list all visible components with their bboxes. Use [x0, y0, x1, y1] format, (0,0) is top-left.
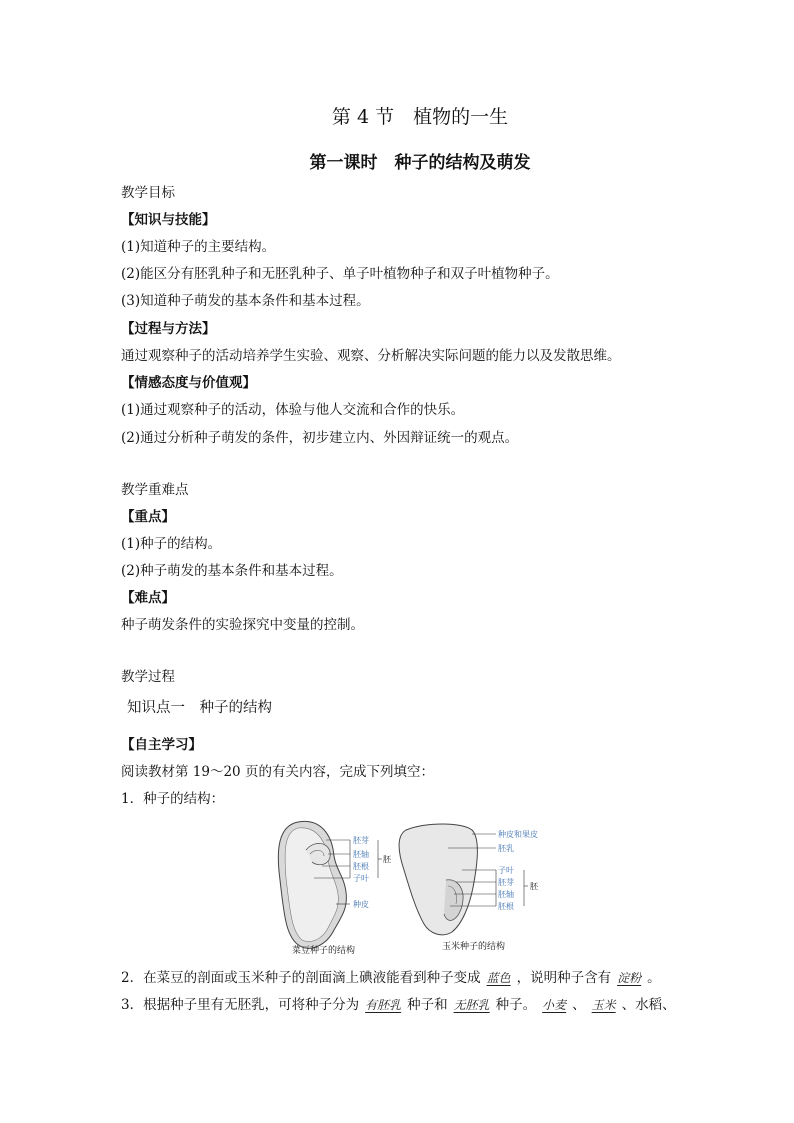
- bean-label-seed-coat: 种皮: [353, 900, 369, 909]
- answer-blank: 有胚乳: [365, 998, 402, 1012]
- knowledge-point-title: 知识点一 种子的结构: [127, 700, 272, 716]
- emotion-item: (1)通过观察种子的活动，体验与他人交流和合作的快乐。: [121, 402, 465, 418]
- teaching-process-heading: 教学过程: [121, 669, 175, 685]
- self-study-heading: 【自主学习】: [121, 737, 202, 753]
- corn-label-endosperm: 胚乳: [498, 844, 514, 853]
- bean-label-hypocotyl: 胚轴: [353, 850, 369, 859]
- answer-blank: 玉米: [591, 998, 616, 1012]
- corn-seed-diagram: [399, 824, 539, 952]
- question-2: 2．在菜豆的剖面或玉米种子的剖面滴上碘液能看到种子变成 蓝色 ，说明种子含有 淀粉 。: [121, 970, 661, 986]
- corn-label-hypocotyl: 胚轴: [498, 890, 514, 899]
- knowledge-heading: 【知识与技能】: [121, 212, 216, 228]
- corn-label-cotyledon: 子叶: [498, 866, 514, 875]
- emotion-item: (2)通过分析种子萌发的条件，初步建立内、外因辩证统一的观点。: [121, 430, 519, 446]
- bean-label-radicle: 胚根: [353, 862, 369, 871]
- objectives-heading: 教学目标: [121, 185, 175, 201]
- knowledge-item: (3)知道种子萌发的基本条件和基本过程。: [121, 293, 370, 309]
- bean-caption: 菜豆种子的结构: [292, 946, 356, 956]
- process-method-text: 通过观察种子的活动培养学生实验、观察、分析解决实际问题的能力以及发散思维。: [121, 348, 621, 364]
- page-subtitle: 第一课时 种子的结构及萌发: [309, 153, 531, 173]
- knowledge-item: (1)知道种子的主要结构。: [121, 239, 276, 255]
- corn-label-embryo: 胚: [530, 882, 538, 891]
- bean-seed-diagram: [278, 821, 392, 956]
- key-heading: 【重点】: [121, 509, 175, 525]
- corn-label-plumule: 胚芽: [498, 878, 514, 887]
- key-item: (2)种子萌发的基本条件和基本过程。: [121, 563, 343, 579]
- answer-blank: 淀粉: [617, 971, 642, 985]
- emotion-heading: 【情感态度与价值观】: [121, 375, 256, 391]
- difficult-heading: 【难点】: [121, 590, 175, 606]
- key-points-heading: 教学重难点: [121, 482, 189, 498]
- bean-label-plumule: 胚芽: [353, 836, 369, 845]
- answer-blank: 蓝色: [486, 971, 511, 985]
- reading-instruction: 阅读教材第 19～20 页的有关内容，完成下列填空：: [121, 764, 434, 780]
- question-3: 3．根据种子里有无胚乳，可将种子分为 有胚乳 种子和 无胚乳 种子。 小麦 、 玉米 、水稻、: [121, 997, 676, 1013]
- difficult-text: 种子萌发条件的实验探究中变量的控制。: [121, 617, 364, 633]
- bean-label-cotyledon: 子叶: [353, 874, 369, 883]
- question-1: 1．种子的结构：: [121, 791, 225, 807]
- seed-structure-figure: [276, 820, 548, 962]
- corn-caption: 玉米种子的结构: [442, 942, 506, 952]
- bean-label-embryo: 胚: [383, 855, 391, 864]
- corn-label-radicle: 胚根: [498, 902, 514, 911]
- answer-blank: 无胚乳: [453, 998, 490, 1012]
- process-method-heading: 【过程与方法】: [121, 321, 216, 337]
- answer-blank: 小麦: [542, 998, 567, 1012]
- corn-label-pericarp: 种皮和果皮: [498, 830, 538, 839]
- page-title: 第 4 节 植物的一生: [331, 106, 509, 128]
- knowledge-item: (2)能区分有胚乳种子和无胚乳种子、单子叶植物种子和双子叶植物种子。: [121, 266, 559, 282]
- key-item: (1)种子的结构。: [121, 536, 222, 552]
